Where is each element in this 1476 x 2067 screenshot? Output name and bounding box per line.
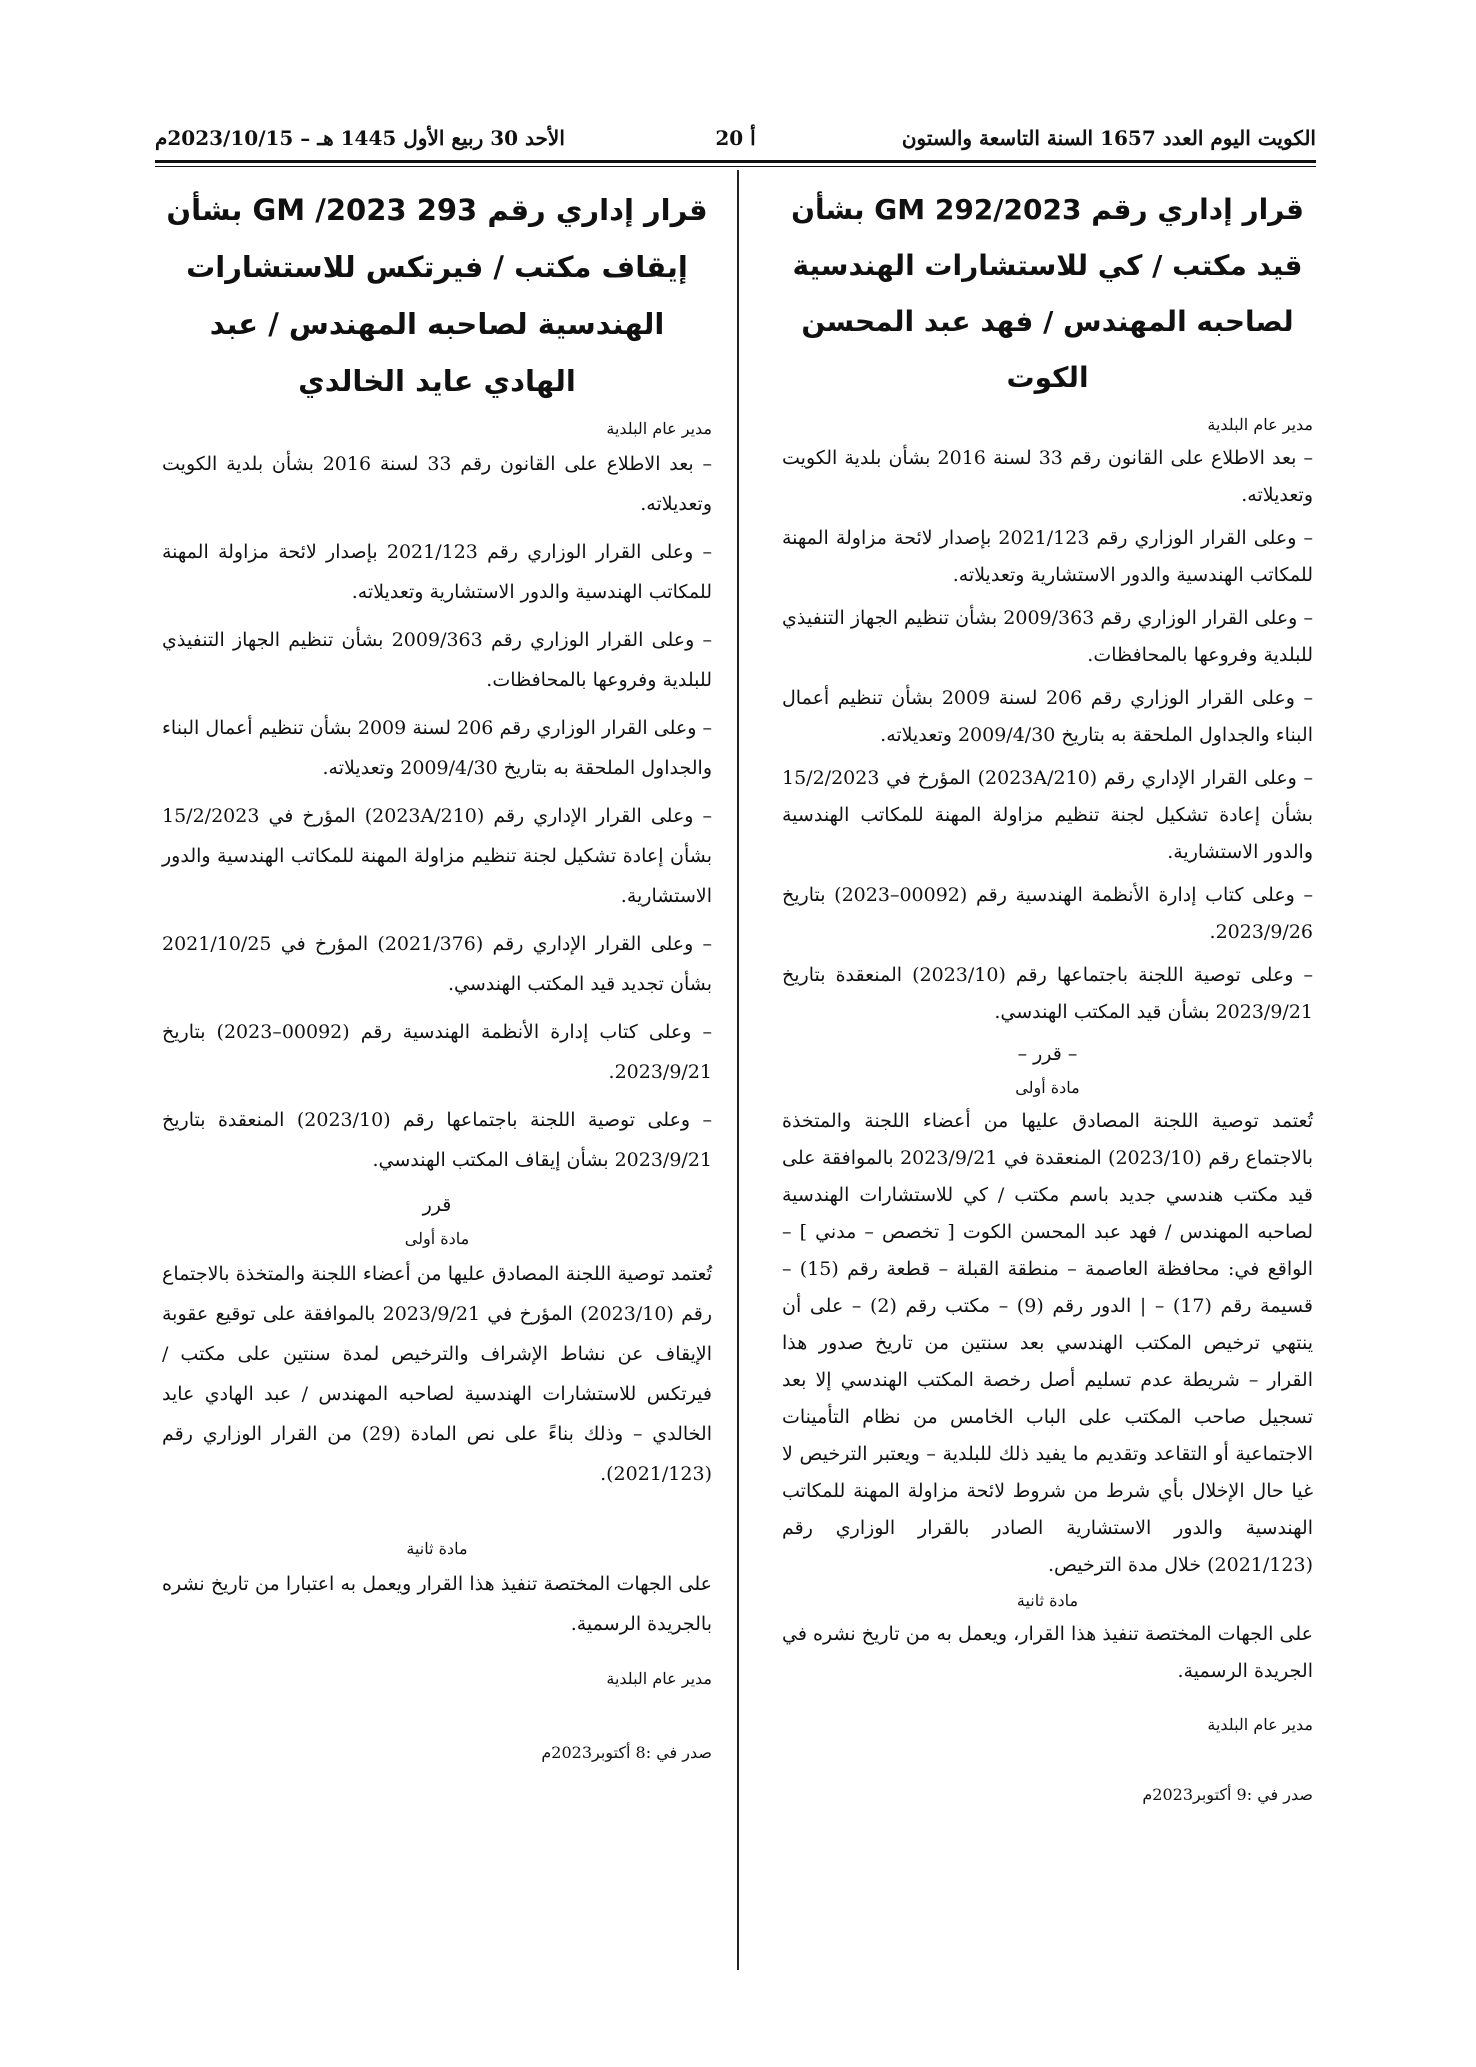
issuing-authority: مدير عام البلدية bbox=[1207, 415, 1313, 434]
preamble-item: – وعلى كتاب إدارة الأنظمة الهندسية رقم (00092–2023) بتاريخ 2023/9/21. bbox=[162, 1021, 712, 1083]
column-divider bbox=[737, 170, 739, 1970]
header-issue-info: الكويت اليوم العدد 1657 السنة التاسعة والستون bbox=[901, 126, 1316, 150]
preamble-item: – وعلى توصية اللجنة باجتماعها رقم (2023/10) المنعقدة بتاريخ 2023/9/21 بشأن إيقاف المكتب الهندسي. bbox=[162, 1109, 712, 1171]
decision-293 bbox=[162, 182, 712, 1766]
header-rule-thin bbox=[155, 166, 1316, 167]
decides-heading: – قرر – bbox=[1017, 1043, 1078, 1065]
preamble-item: – وعلى توصية اللجنة باجتماعها رقم (2023/10) المنعقدة بتاريخ 2023/9/21 بشأن قيد المكتب الهندسي. bbox=[782, 964, 1313, 1023]
page-header bbox=[155, 120, 1316, 154]
issue-date: صدر في :8 أكتوبر2023م bbox=[541, 1743, 712, 1762]
article-1-label: مادة أولى bbox=[404, 1229, 470, 1248]
header-rule bbox=[155, 160, 1316, 163]
header-date: الأحد 30 ربيع الأول 1445 هـ – 2023/10/15م bbox=[155, 126, 565, 150]
article-1-text: تُعتمد توصية اللجنة المصادق عليها من أعضاء اللجنة والمتخذة بالاجتماع رقم (2023/10) المؤرخ في 2023/9/21 بالموافقة على توقيع عقوبة الإيقاف عن نشاط الإشراف والترخيص لمدة سنتين على مكتب / فيرتكس للاستشارات الهندسية لصاحبه المهندس / عبد الهادي عايد الخالدي – وذلك بناءً على نص المادة (29) من القرار الوزاري رقم (2021/123). bbox=[162, 1263, 713, 1485]
decision-title: قرار إداري رقم 293 2023/ GM بشأن إيقاف مكتب / فيرتكس للاستشارات الهندسية لصاحبه المهندس / عبد الهادي عايد الخالدي bbox=[166, 193, 708, 398]
preamble-item: – وعلى كتاب إدارة الأنظمة الهندسية رقم (00092–2023) بتاريخ 2023/9/26. bbox=[782, 884, 1313, 943]
article-2-label: مادة ثانية bbox=[1016, 1591, 1079, 1610]
header-page-number: أ 20 bbox=[715, 126, 756, 150]
decision-292 bbox=[782, 182, 1313, 1808]
article-2-text: على الجهات المختصة تنفيذ هذا القرار ويعمل به اعتبارا من تاريخ نشره بالجريدة الرسمية. bbox=[162, 1573, 712, 1635]
preamble-item: – وعلى القرار الوزاري رقم 2021/123 بإصدار لائحة مزاولة المهنة للمكاتب الهندسية والدور الاستشارية وتعديلاته. bbox=[782, 527, 1313, 586]
article-1-label: مادة أولى bbox=[1015, 1078, 1080, 1097]
preamble-item: – وعلى القرار الوزاري رقم 2009/363 بشأن تنظيم الجهاز التنفيذي للبلدية وفروعها بالمحافظات. bbox=[782, 607, 1313, 666]
preamble-item: – وعلى القرار الوزاري رقم 206 لسنة 2009 بشأن تنظيم أعمال البناء والجداول الملحقة به بتاريخ 2009/4/30 وتعديلاته. bbox=[162, 717, 712, 779]
decision-title: قرار إداري رقم GM 292/2023 بشأن قيد مكتب / كي للاستشارات الهندسية لصاحبه المهندس / فهد عبد المحسن الكوت bbox=[791, 193, 1304, 394]
preamble-item: – وعلى القرار الوزاري رقم 206 لسنة 2009 بشأن تنظيم أعمال البناء والجداول الملحقة به بتاريخ 2009/4/30 وتعديلاته. bbox=[782, 687, 1313, 746]
decides-heading: قرر bbox=[422, 1194, 452, 1216]
preamble-item: – وعلى القرار الوزاري رقم 2021/123 بإصدار لائحة مزاولة المهنة للمكاتب الهندسية والدور الاستشارية وتعديلاته. bbox=[162, 541, 712, 603]
preamble-item: – وعلى القرار الوزاري رقم 2009/363 بشأن تنظيم الجهاز التنفيذي للبلدية وفروعها بالمحافظات. bbox=[162, 629, 712, 691]
article-1-text: تُعتمد توصية اللجنة المصادق عليها من أعضاء اللجنة والمتخذة بالاجتماع رقم (2023/10) المنعقدة في 2023/9/21 بالموافقة على قيد مكتب هندسي جديد باسم مكتب / كي للاستشارات الهندسية لصاحبه المهندس / فهد عبد المحسن الكوت [ تخصص – مدني ] – الواقع في: محافظة العاصمة – منطقة القبلة – قطعة رقم (15) – قسيمة رقم (17) – | الدور رقم (9) – مكتب رقم (2) – على أن ينتهي ترخيص المكتب الهندسي بعد سنتين من تاريخ صدور هذا القرار – شريطة عدم تسليم أصل رخصة المكتب الهندسي إلا بعد تسجيل صاحب المكتب على الباب الخامس من نظام التأمينات الاجتماعية أو التقاعد وتقديم ما يفيد ذلك للبلدية – ويعتبر الترخيص لا غيا حال الإخلال بأي شرط من شروط لائحة مزاولة المهنة للمكاتب الهندسية والدور الاستشارية الصادر بالقرار الوزاري رقم (2021/123) خلال مدة الترخيص. bbox=[782, 1110, 1313, 1576]
signature: مدير عام البلدية bbox=[1207, 1715, 1313, 1734]
article-2-text: على الجهات المختصة تنفيذ هذا القرار، ويعمل به من تاريخ نشره في الجريدة الرسمية. bbox=[782, 1623, 1313, 1682]
preamble-item: – بعد الاطلاع على القانون رقم 33 لسنة 2016 بشأن بلدية الكويت وتعديلاته. bbox=[162, 453, 712, 515]
signature: مدير عام البلدية bbox=[606, 1669, 712, 1688]
issuing-authority: مدير عام البلدية bbox=[606, 419, 712, 438]
preamble-item: – بعد الاطلاع على القانون رقم 33 لسنة 2016 بشأن بلدية الكويت وتعديلاته. bbox=[782, 447, 1313, 506]
article-2-label: مادة ثانية bbox=[406, 1539, 468, 1558]
issue-date: صدر في :9 أكتوبر2023م bbox=[1142, 1785, 1313, 1804]
preamble-item: – وعلى القرار الإداري رقم (2023A/210) المؤرخ في 15/2/2023 بشأن إعادة تشكيل لجنة تنظيم مزاولة المهنة للمكاتب الهندسية والدور الاستشارية. bbox=[162, 805, 712, 907]
preamble-item: – وعلى القرار الإداري رقم (2021/376) المؤرخ في 2021/10/25 بشأن تجديد قيد المكتب الهندسي. bbox=[162, 933, 712, 995]
preamble-item: – وعلى القرار الإداري رقم (2023A/210) المؤرخ في 15/2/2023 بشأن إعادة تشكيل لجنة تنظيم مزاولة المهنة للمكاتب الهندسية والدور الاستشارية. bbox=[782, 767, 1313, 863]
